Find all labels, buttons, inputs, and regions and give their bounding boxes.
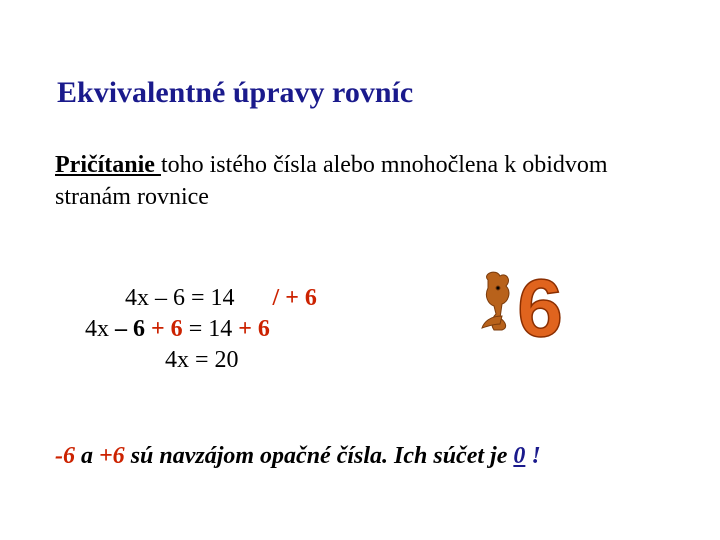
conclusion-exclamation: ! [525, 443, 541, 469]
equation-line-1 [125, 283, 317, 313]
slide-title: Ekvivalentné úpravy rovníc [57, 76, 414, 109]
equation-line-2 [85, 314, 270, 344]
equation-2-part-1: 4x [85, 316, 115, 342]
conclusion-minus-six: -6 [55, 443, 75, 469]
intro-rest: toho istého čísla alebo mnohočlena k obidvom stranám rovnice [55, 152, 608, 210]
conclusion-statement: sú navzájom opačné čísla. Ich súčet je [124, 443, 514, 469]
number-six-clipart [478, 266, 574, 346]
conclusion-and: a [75, 443, 99, 469]
conclusion-zero: 0 [513, 443, 526, 469]
equation-2-part-5: + 6 [232, 316, 270, 342]
equation-3-text: 4x = 20 [165, 347, 239, 373]
clipart-digit: 6 [517, 266, 563, 346]
equation-2-part-3: + 6 [145, 316, 183, 342]
equation-2-part-2: – 6 [115, 316, 145, 342]
equation-2-part-4: = 14 [182, 316, 233, 342]
conclusion-text [55, 443, 541, 470]
equation-1-lhs: 4x – 6 = 14 [125, 285, 235, 311]
equation-1-operation: / + 6 [272, 285, 317, 311]
intro-text [55, 149, 655, 213]
intro-term: Pričítanie [55, 152, 161, 178]
conclusion-plus-six: +6 [99, 443, 125, 469]
equation-line-3 [165, 345, 239, 375]
squirrel-icon [482, 272, 509, 330]
